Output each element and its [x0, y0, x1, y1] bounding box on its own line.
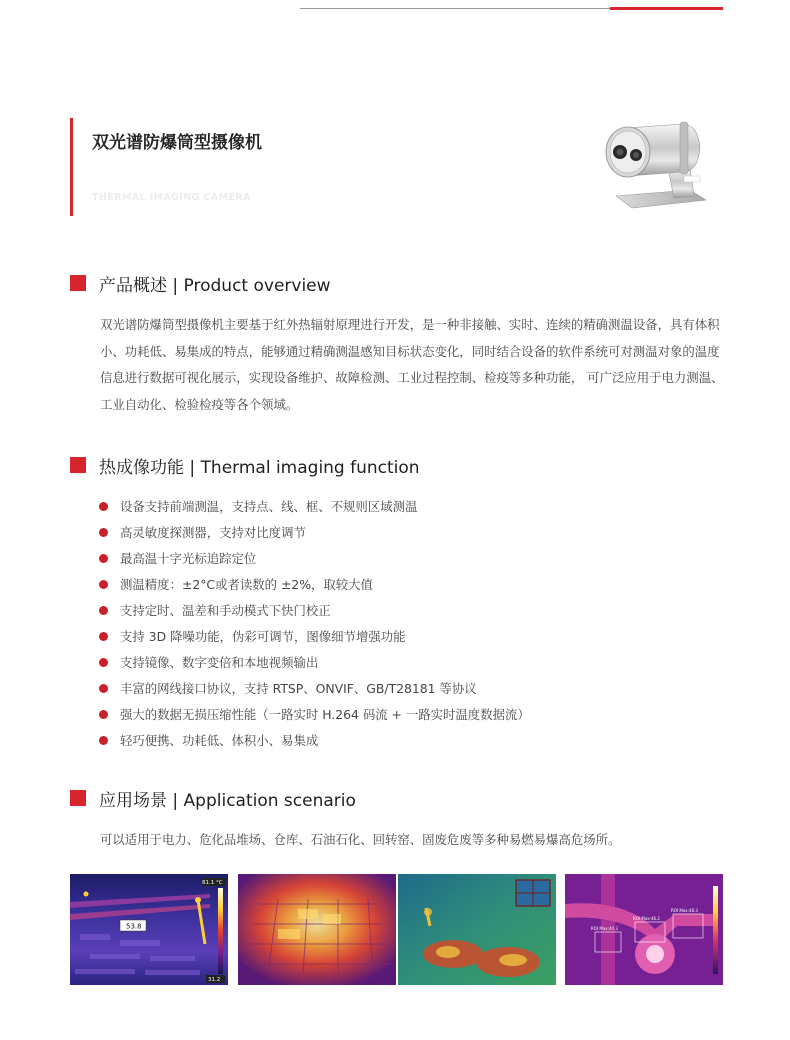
overview-paragraph: 双光谱防爆筒型摄像机主要基于红外热辐射原理进行开发，是一种非接触、实时、连续的精确测温设备，具有体积小、功耗低、易集成的特点，能够通过精确测温感知目标状态变化，同时结合设备的软件系统可对测温对象的温度信息进行数据可视化展示，实现设备维护、故障检测、工业过程控制、检疫等多种功能， 可广泛应用于电力测温、工业自动化、检验检疫等各个领域。 [100, 317, 724, 412]
roi-label-2: ROI Max:46.2 [633, 916, 660, 921]
list-item: 丰富的网线接口协议，支持 RTSP、ONVIF、GB/T28181 等协议 [99, 675, 719, 701]
bullet-dot-icon [99, 580, 108, 589]
section-marker-icon [70, 457, 86, 473]
bullet-dot-icon [99, 606, 108, 615]
product-camera-image [598, 108, 718, 220]
thermal-heading-text: 热成像功能 | Thermal imaging function [99, 457, 420, 478]
scale-max-label: 81.1 °C [202, 880, 223, 886]
list-item: 支持镜像、数字变倍和本地视频输出 [99, 649, 719, 675]
scale-min-label: 31.2 [208, 977, 221, 983]
title-accent-bar [70, 118, 73, 216]
top-accent-line [610, 7, 723, 10]
page-title: 双光谱防爆筒型摄像机 [92, 133, 262, 153]
bullet-dot-icon [99, 710, 108, 719]
roi-label-1: ROI Max:44.3 [591, 926, 618, 931]
thermal-greenery-image [398, 874, 556, 985]
bullet-dot-icon [99, 658, 108, 667]
list-item: 支持 3D 降噪功能，伪彩可调节，图像细节增强功能 [99, 623, 719, 649]
bullet-dot-icon [99, 554, 108, 563]
bullet-dot-icon [99, 502, 108, 511]
thermal-heading [70, 454, 420, 476]
list-item: 设备支持前端测温，支持点、线、框、不规则区域测温 [99, 493, 719, 519]
list-item: 轻巧便携、功耗低、体积小、易集成 [99, 727, 719, 753]
overview-heading-text: 产品概述 | Product overview [99, 275, 331, 296]
top-divider-line [300, 8, 610, 9]
application-heading [70, 787, 356, 809]
thermal-pipe-valve-image [565, 874, 723, 985]
bullet-dot-icon [99, 528, 108, 537]
application-paragraph: 可以适用于电力、危化品堆场、仓库、石油石化、回转窑、固废危废等多种易燃易爆高危场所。 [100, 832, 621, 847]
roi-label-3: ROI Max:48.3 [671, 908, 698, 913]
bullet-dot-icon [99, 684, 108, 693]
bullet-dot-icon [99, 632, 108, 641]
list-item: 强大的数据无损压缩性能（一路实时 H.264 码流 + 一路实时温度数据流） [99, 701, 719, 727]
list-item: 测温精度：±2°C或者读数的 ±2%，取较大值 [99, 571, 719, 597]
spot-temperature-label: 53.8 [126, 922, 142, 931]
bullet-dot-icon [99, 736, 108, 745]
overview-heading [70, 272, 331, 294]
list-item: 最高温十字光标追踪定位 [99, 545, 719, 571]
list-item: 高灵敏度探测器，支持对比度调节 [99, 519, 719, 545]
section-marker-icon [70, 790, 86, 806]
feature-list [99, 493, 719, 753]
page-subtitle: THERMAL IMAGING CAMERA [92, 192, 251, 203]
thermal-stacked-goods-image [238, 874, 396, 985]
application-heading-text: 应用场景 | Application scenario [99, 790, 356, 811]
list-item: 支持定时、温差和手动模式下快门校正 [99, 597, 719, 623]
section-marker-icon [70, 275, 86, 291]
thermal-warehouse-image [70, 874, 228, 985]
